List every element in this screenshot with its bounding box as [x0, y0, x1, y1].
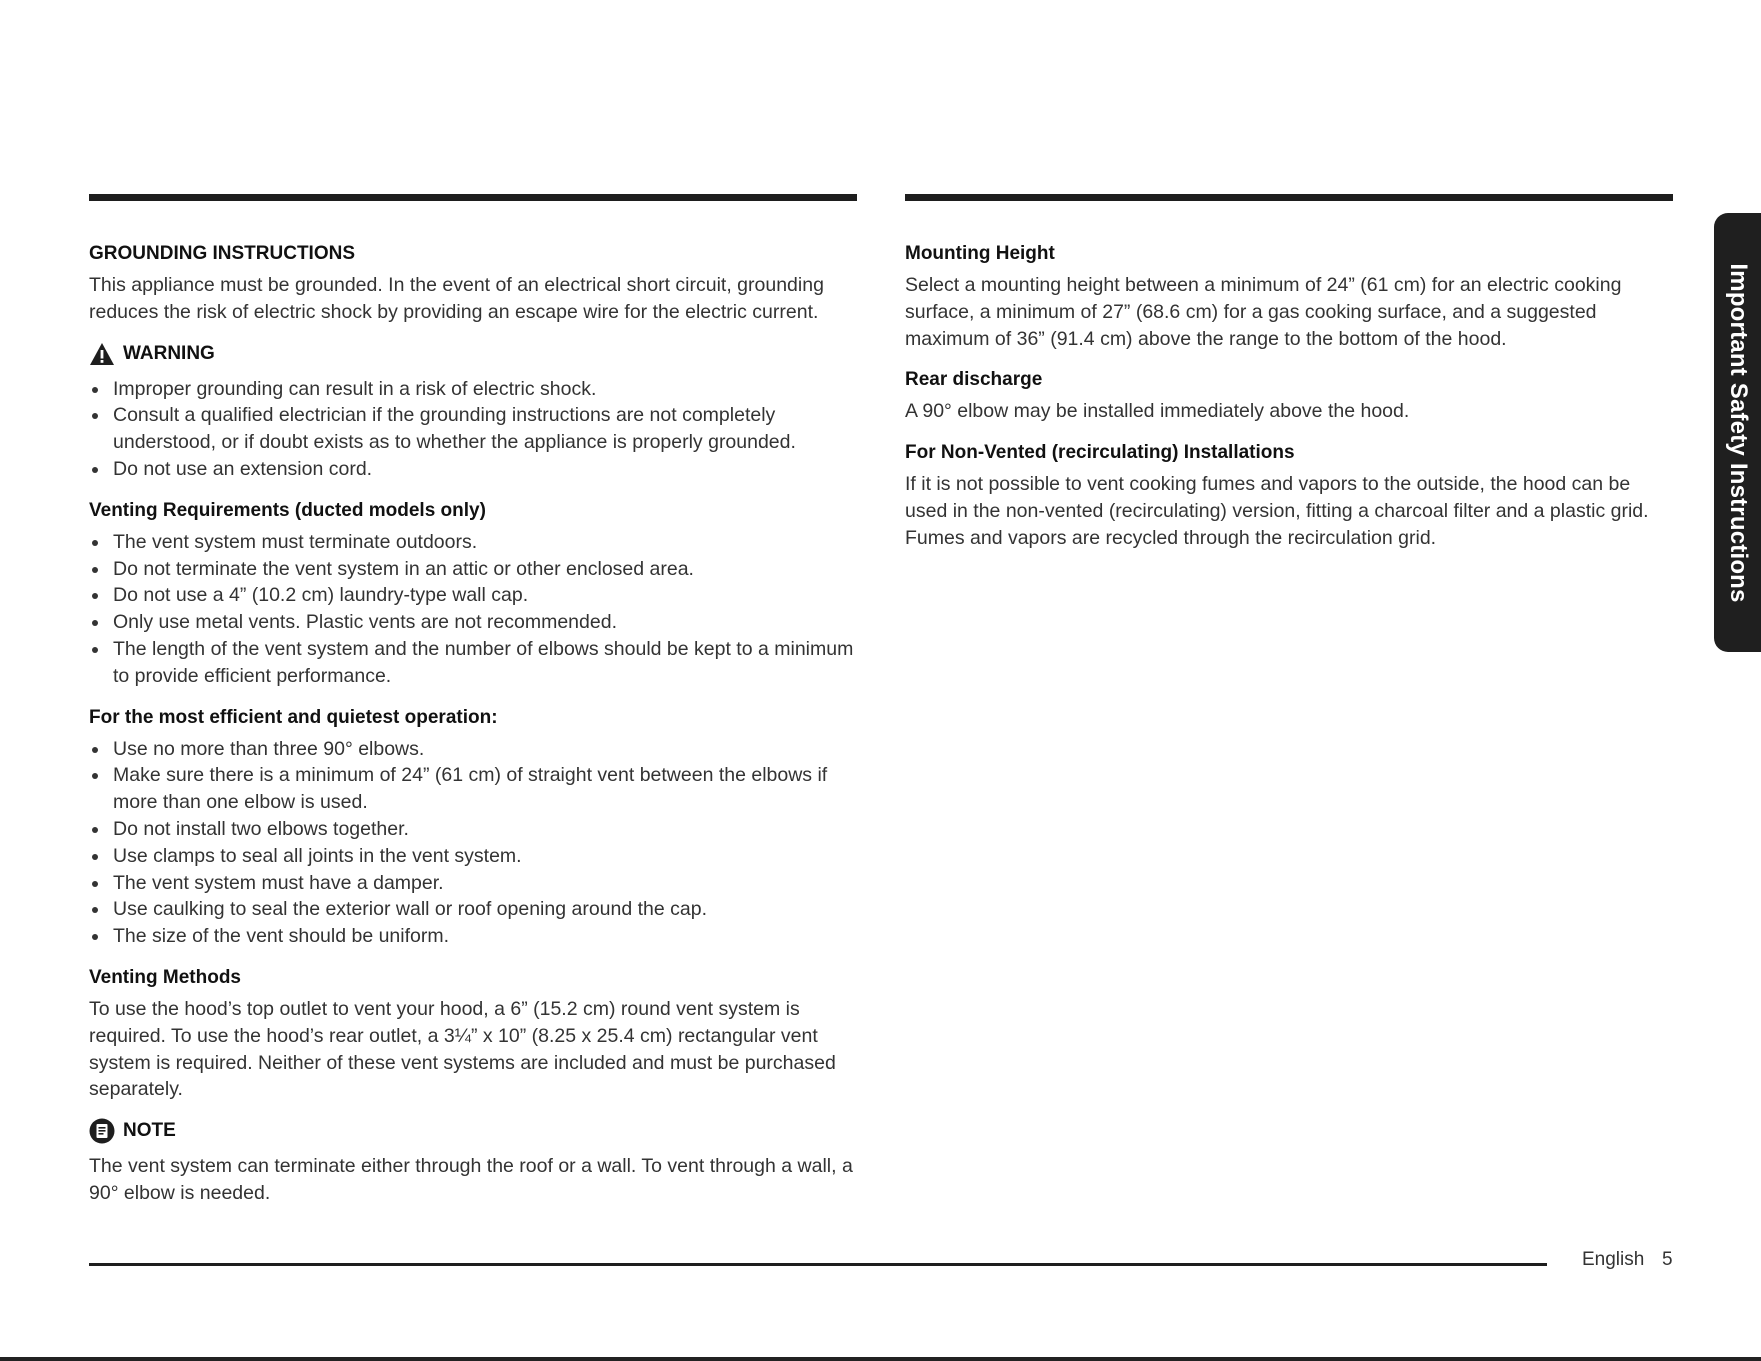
note-section — [89, 1117, 859, 1207]
footer-rule — [89, 1263, 1547, 1266]
venting-methods-heading: Venting Methods — [89, 966, 241, 988]
venting-requirements-heading: Venting Requirements (ducted models only) — [89, 499, 486, 521]
warning-label: WARNING — [123, 342, 215, 364]
grounding-heading: GROUNDING INSTRUCTIONS — [89, 243, 355, 264]
footer-language: English — [1582, 1249, 1645, 1270]
non-vented-heading: For Non-Vented (recirculating) Installations — [905, 442, 1295, 464]
venting-methods-body: To use the hood’s top outlet to vent your hood, a 6” (15.2 cm) round vent system is required. To use the hood’s rear outlet, a 3¼” x 10” (8.25 x 25.4 cm) rectangular vent system is required. Neither of these vent systems are included and must be purchased separately. — [89, 997, 836, 1101]
list-item: Make sure there is a minimum of 24” (61 cm) of straight vent between the elbows if more than one elbow is used. — [89, 762, 859, 816]
page-number: 5 — [1662, 1249, 1673, 1270]
warning-callout — [89, 340, 859, 368]
venting-requirements-section — [89, 497, 859, 690]
venting-methods-section — [89, 964, 859, 1103]
warning-list — [89, 376, 859, 483]
mounting-height-body: Select a mounting height between a minimum of 24” (61 cm) for an electric cooking surface, a minimum of 27” (68.6 cm) for a gas cooking surface, and a suggested maximum of 36” (91.4 cm) above the range to the bottom of the hood. — [905, 274, 1622, 350]
grounding-body: This appliance must be grounded. In the event of an electrical short circuit, grounding reduces the risk of electric shock by providing an escape wire for the electric current. — [89, 274, 824, 323]
left-column — [89, 240, 859, 1221]
right-column — [905, 240, 1675, 566]
list-item: Use clamps to seal all joints in the vent system. — [89, 843, 859, 870]
note-body: The vent system can terminate either through the roof or a wall. To vent through a wall, a 90° elbow is needed. — [89, 1155, 853, 1204]
bottom-edge-line — [0, 1357, 1761, 1361]
warning-icon — [89, 342, 115, 366]
list-item: Use caulking to seal the exterior wall or roof opening around the cap. — [89, 896, 859, 923]
efficient-operation-heading: For the most efficient and quietest operation: — [89, 706, 498, 728]
list-item: Only use metal vents. Plastic vents are not recommended. — [89, 609, 859, 636]
list-item: The size of the vent should be uniform. — [89, 923, 859, 950]
list-item: Do not use a 4” (10.2 cm) laundry-type wall cap. — [89, 582, 859, 609]
list-item: Do not install two elbows together. — [89, 816, 859, 843]
efficient-operation-list — [89, 736, 859, 950]
mounting-height-heading: Mounting Height — [905, 243, 1055, 264]
list-item: Consult a qualified electrician if the grounding instructions are not completely understood, or if doubt exists as to whether the appliance is properly grounded. — [89, 402, 859, 456]
non-vented-section — [905, 439, 1675, 551]
list-item: Do not use an extension cord. — [89, 456, 859, 483]
rear-discharge-body: A 90° elbow may be installed immediately above the hood. — [905, 400, 1410, 423]
non-vented-body: If it is not possible to vent cooking fumes and vapors to the outside, the hood can be used in the non-vented (recirculating) version, fitting a charcoal filter and a plastic grid. Fumes and vapors are recycled through the recirculation grid. — [905, 473, 1649, 549]
note-icon — [89, 1118, 115, 1144]
top-rule-left — [89, 194, 857, 201]
list-item: The vent system must terminate outdoors. — [89, 529, 859, 556]
note-callout — [89, 1117, 859, 1145]
top-rule-right — [905, 194, 1673, 201]
list-item: The length of the vent system and the number of elbows should be kept to a minimum to provide efficient performance. — [89, 636, 859, 690]
side-tab-label: Important Safety Instructions — [1724, 262, 1752, 603]
venting-requirements-list — [89, 529, 859, 690]
rear-discharge-section — [905, 366, 1675, 425]
section-side-tab — [1714, 213, 1761, 652]
list-item: Do not terminate the vent system in an attic or other enclosed area. — [89, 556, 859, 583]
list-item: Use no more than three 90° elbows. — [89, 736, 859, 763]
warning-section — [89, 340, 859, 483]
grounding-section — [89, 240, 859, 326]
list-item: The vent system must have a damper. — [89, 870, 859, 897]
rear-discharge-heading: Rear discharge — [905, 369, 1043, 391]
list-item: Improper grounding can result in a risk of electric shock. — [89, 376, 859, 403]
mounting-height-section — [905, 240, 1675, 352]
note-label: NOTE — [123, 1120, 176, 1142]
efficient-operation-section — [89, 704, 859, 950]
